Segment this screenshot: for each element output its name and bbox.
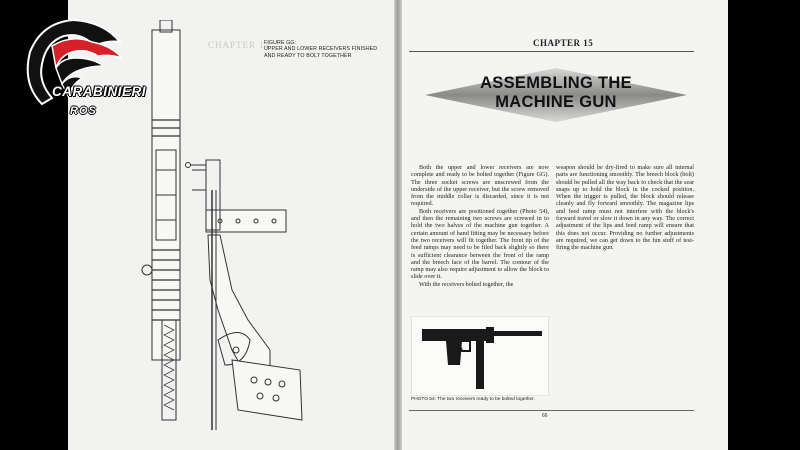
figure-caption-line: AND READY TO BOLT TOGETHER <box>264 52 352 59</box>
paragraph: With the receivers bolted together, the <box>419 280 514 288</box>
watermark-subtext: ROS <box>70 105 97 117</box>
paragraph: weapon should be dry-fired to make sure all internal parts are functioning smoothly. The breech block (bolt) should be pulled all the way back to check that the sear snaps up to hold the block in the cocked position. When the trigger is pulled, the block should release cleanly and fly forward smoothly. The magazine lips and feed ramp must not interfere with the block's forward travel or slow it down in any way. The correct adjustment of the lips and feed ramp will ensure that this does not occur. Providing no further adjustments are required, we can get down to the fun stuff of test-firing the machine gun. <box>556 164 694 252</box>
chapter-rule <box>409 51 694 52</box>
photo-caption: PHOTO 54: The two receivers ready to be bolted together. <box>411 397 535 402</box>
text-column-left <box>411 164 549 288</box>
chapter-title-banner <box>425 66 687 124</box>
chapter-label: CHAPTER 15 <box>533 38 594 48</box>
chapter-title <box>425 74 687 112</box>
figure-caption-line: UPPER AND LOWER RECEIVERS FINISHED <box>264 46 378 53</box>
book-gutter <box>394 0 402 450</box>
receiver-technical-drawing <box>120 20 320 440</box>
chapter-title-line: MACHINE GUN <box>495 93 617 111</box>
footer-rule <box>409 410 694 411</box>
paragraph: Both the upper and lower receivers are now complete and ready to be bolted together (Figure GG). The three socket screws are unscrewed from the underside of the upper receiver, but the screw removed from the middle collar is discarded, since it is not required. <box>411 164 549 208</box>
text-column-right <box>556 164 694 252</box>
figure-caption <box>264 40 394 59</box>
figure-caption-line: FIGURE GG: <box>264 40 297 46</box>
page-number: 66 <box>542 413 548 419</box>
photo-54 <box>411 316 549 396</box>
chapter-title-line: ASSEMBLING THE <box>480 74 632 92</box>
watermark-text: CARABINIERI <box>52 84 147 99</box>
paragraph: Both receivers are positioned together (Photo 54), and then the remaining two screws are screwed in to hold the two halves of the machine gun together. A certain amount of hand fitting may be necessary before the two receivers will fit together. The front tip of the feed ramps may need to be filed back slightly so there is sufficient clearance between the front of the ramp and the breech face of the barrel. The contour of the ramp may also require adjustment to allow the block to slide over it. <box>411 207 549 281</box>
machine-gun-photo <box>412 317 548 395</box>
faded-chapter-header: CHAPTER 14 <box>208 40 271 50</box>
